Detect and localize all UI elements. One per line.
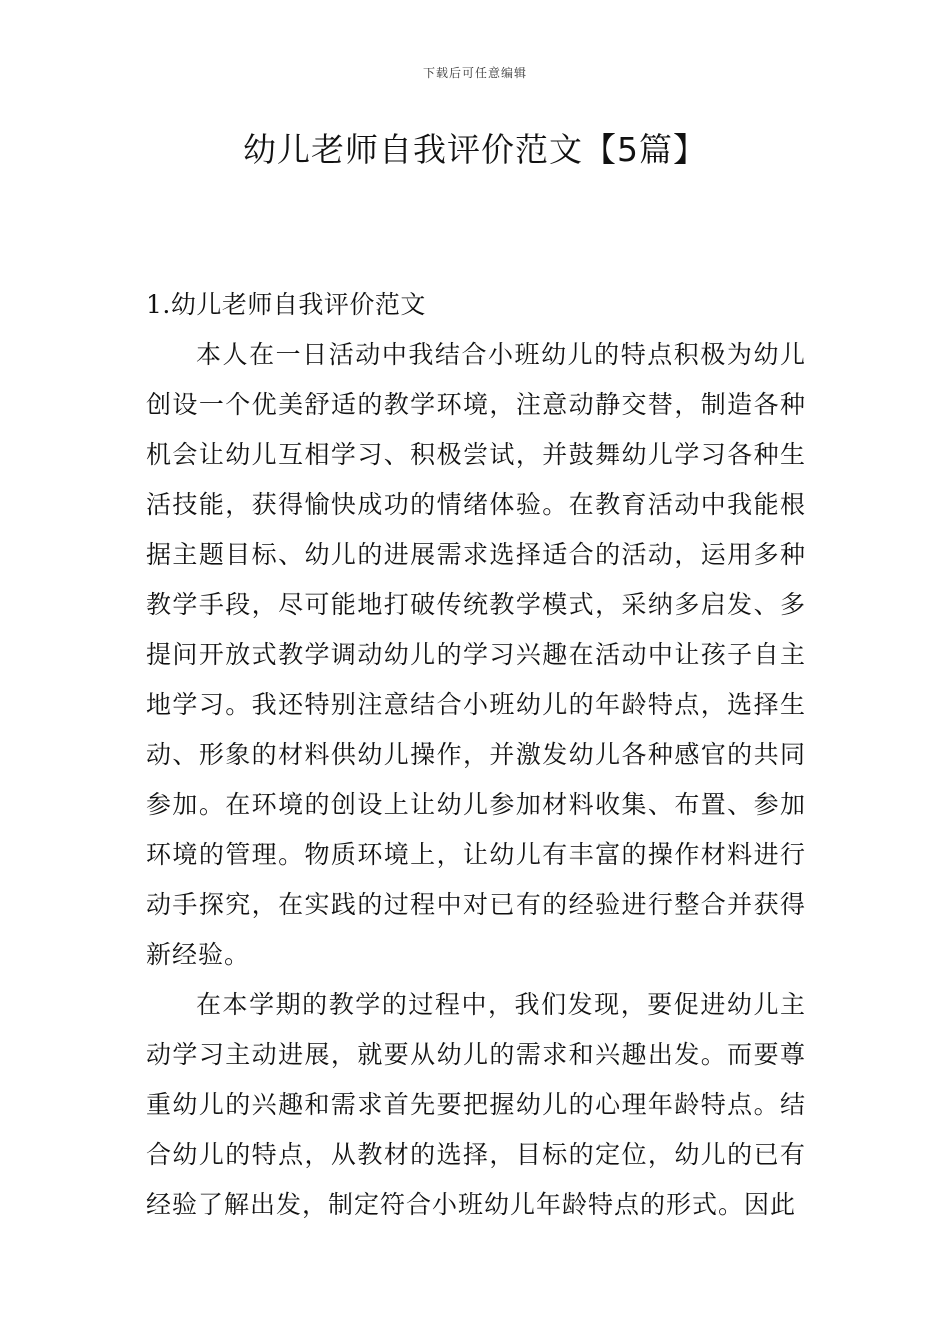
paragraph: 在本学期的教学的过程中，我们发现，要促进幼儿主动学习主动进展，就要从幼儿的需求和兴趣出发。而要尊重幼儿的兴趣和需求首先要把握幼儿的心理年龄特点。结合幼儿的特点，从教材的选择，目标的定位，幼儿的已有经验了解出发，制定符合小班幼儿年龄特点的形式。因此	[146, 990, 806, 1219]
paragraph: 本人在一日活动中我结合小班幼儿的特点积极为幼儿创设一个优美舒适的教学环境，注意动静交替，制造各种机会让幼儿互相学习、积极尝试，并鼓舞幼儿学习各种生活技能，获得愉快成功的情绪体验。在教育活动中我能根据主题目标、幼儿的进展需求选择适合的活动，运用多种教学手段，尽可能地打破传统教学模式，采纳多启发、多提问开放式教学调动幼儿的学习兴趣在活动中让孩子自主地学习。我还特别注意结合小班幼儿的年龄特点，选择生动、形象的材料供幼儿操作，并激发幼儿各种感官的共同参加。在环境的创设上让幼儿参加材料收集、布置、参加环境的管理。物质环境上，让幼儿有丰富的操作材料进行动手探究，在实践的过程中对已有的经验进行整合并获得新经验。	[146, 340, 806, 969]
header-note: 下载后可任意编辑	[422, 66, 527, 80]
section-heading: 1.幼儿老师自我评价范文	[146, 290, 426, 319]
document-title: 幼儿老师自我评价范文【5篇】	[243, 130, 707, 169]
document-body	[146, 280, 806, 1230]
